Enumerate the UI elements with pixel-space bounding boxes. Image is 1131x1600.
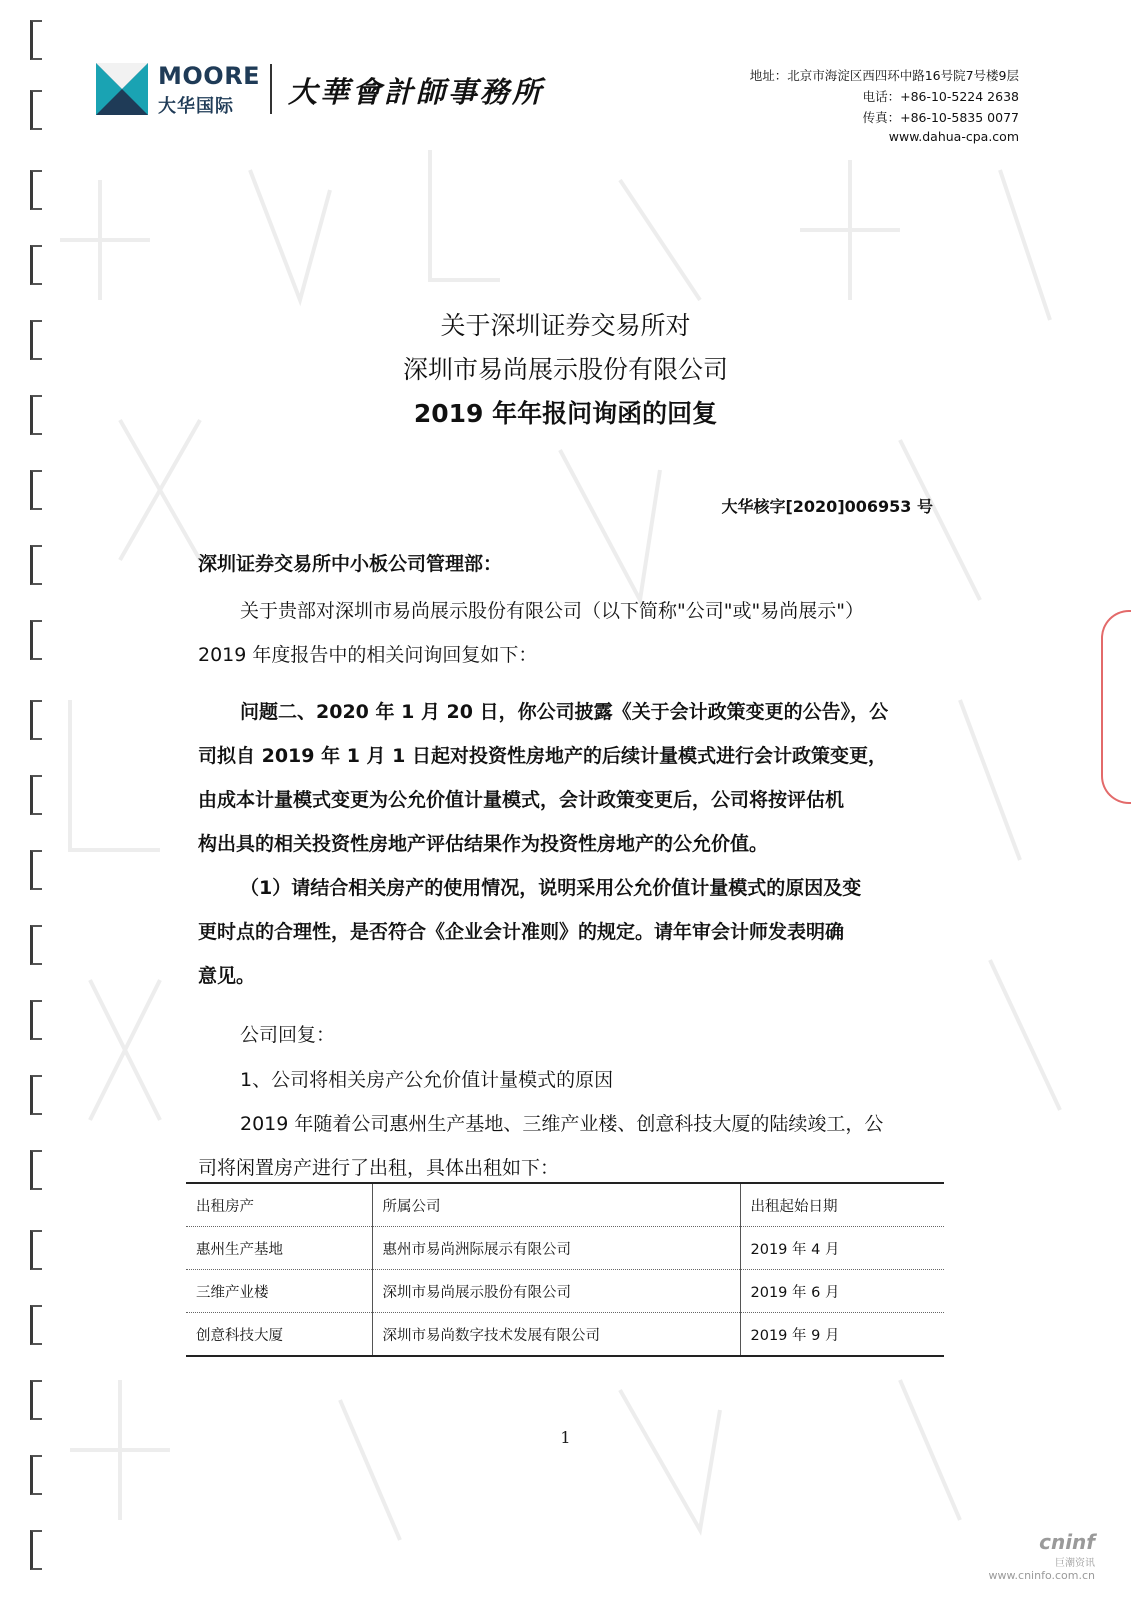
title-line-2: 深圳市易尚展示股份有限公司 [402,355,728,384]
firm-name: 大華會計師事務所 [288,75,545,109]
intro-line-2: 2019 年度报告中的相关问询回复如下： [198,644,538,666]
table-row [186,1313,944,1357]
cninfo-chinese: 巨潮资讯 [1055,1558,1095,1569]
firm-address: 地址：北京市海淀区西四环中路16号院7号楼9层 [749,68,1019,83]
reference-number: 大华核字[2020]006953 号 [721,497,933,516]
table-header-row [186,1183,944,1227]
title-line-3: 2019 年年报问询函的回复 [413,399,718,428]
table-cell: 2019 年 9 月 [740,1313,944,1357]
sub-question-line-2: 更时点的合理性，是否符合《企业会计准则》的规定。请年审会计师发表明确 [198,921,845,943]
question-line-1: 问题二、2020 年 1 月 20 日，你公司披露《关于会计政策变更的公告》，公 [240,701,889,723]
firm-website: www.dahua-cpa.com [888,129,1019,144]
logo-divider [270,64,272,114]
table-row [186,1227,944,1270]
table-cell: 创意科技大厦 [186,1313,372,1357]
table-cell: 2019 年 4 月 [740,1227,944,1270]
reply-body-line-1: 2019 年随着公司惠州生产基地、三维产业楼、创意科技大厦的陆续竣工，公 [240,1113,884,1135]
addressee: 深圳证券交易所中小板公司管理部： [198,553,503,575]
table-cell: 2019 年 6 月 [740,1270,944,1313]
moore-logo-icon [96,63,148,115]
intro-line-1: 关于贵部对深圳市易尚展示股份有限公司（以下简称"公司"或"易尚展示"） [240,600,864,622]
seal-stamp-icon [1101,610,1131,804]
cninfo-logo-text: cninf [1039,1530,1095,1554]
title-line-1: 关于深圳证券交易所对 [440,311,691,340]
table-cell: 深圳市易尚数字技术发展有限公司 [372,1313,740,1357]
table-cell: 三维产业楼 [186,1270,372,1313]
brand-chinese: 大华国际 [158,96,234,117]
cninfo-logo [989,1530,1095,1582]
sub-question-line-1: （1）请结合相关房产的使用情况，说明采用公允价值计量模式的原因及变 [240,877,862,899]
reply-heading: 公司回复： [240,1024,336,1046]
table-cell: 惠州生产基地 [186,1227,372,1270]
question-line-2: 司拟自 2019 年 1 月 1 日起对投资性房地产的后续计量模式进行会计政策变更， [198,745,888,767]
brand-english: MOORE [158,62,261,90]
table-cell: 惠州市易尚洲际展示有限公司 [372,1227,740,1270]
table-row [186,1270,944,1313]
rental-table [186,1182,944,1357]
question-line-4: 构出具的相关投资性房地产评估结果作为投资性房地产的公允价值。 [198,833,769,855]
page-number: 1 [560,1428,571,1447]
reply-body-line-2: 司将闲置房产进行了出租，具体出租如下： [198,1157,560,1179]
table-header-cell: 出租房产 [186,1183,372,1227]
reply-item-1: 1、公司将相关房产公允价值计量模式的原因 [240,1069,614,1091]
firm-fax: 传真：+86-10-5835 0077 [862,110,1019,125]
table-cell: 深圳市易尚展示股份有限公司 [372,1270,740,1313]
table-header-cell: 所属公司 [372,1183,740,1227]
firm-phone: 电话：+86-10-5224 2638 [862,89,1019,104]
cninfo-url: www.cninfo.com.cn [988,1569,1095,1582]
question-line-3: 由成本计量模式变更为公允价值计量模式，会计政策变更后，公司将按评估机 [198,789,845,811]
table-header-cell: 出租起始日期 [740,1183,944,1227]
sub-question-line-3: 意见。 [198,965,256,987]
